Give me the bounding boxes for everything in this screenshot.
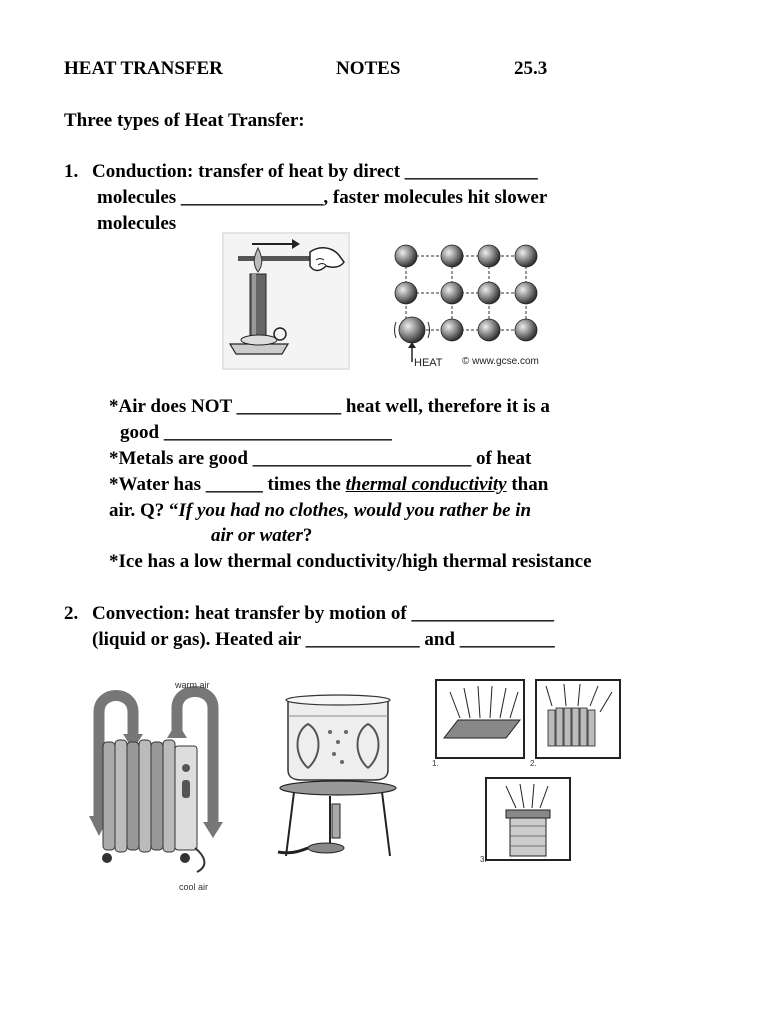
conduction-line-3: molecules bbox=[97, 213, 177, 234]
bullet-water: *Water has ______ times the thermal conductivity than bbox=[109, 474, 549, 495]
conduction-line-2: molecules _______________, faster molecules hit slower bbox=[97, 187, 548, 208]
svg-text:2.: 2. bbox=[530, 759, 537, 768]
svg-text:1.: 1. bbox=[432, 759, 439, 768]
molecule bbox=[395, 245, 417, 267]
molecule bbox=[441, 319, 463, 341]
molecule-lattice-figure bbox=[392, 236, 552, 370]
convection-line-1: Convection: heat transfer by motion of _______________ bbox=[92, 603, 554, 624]
molecule bbox=[395, 282, 417, 304]
figure-credit: © www.gcse.com bbox=[462, 356, 539, 367]
intro-text: Three types of Heat Transfer: bbox=[64, 110, 305, 131]
header-section: 25.3 bbox=[514, 58, 548, 79]
svg-text:3.: 3. bbox=[480, 855, 487, 864]
molecule bbox=[478, 245, 500, 267]
bullet-air: *Air does NOT ___________ heat well, therefore it is a bbox=[109, 396, 550, 417]
candle-rod-figure bbox=[222, 232, 350, 370]
cool-air-label: cool air bbox=[179, 882, 209, 892]
metal-rod bbox=[238, 256, 312, 261]
convection-number: 2. bbox=[64, 603, 79, 624]
bullet-question-cont: air or water? bbox=[211, 525, 313, 546]
header-notes: NOTES bbox=[336, 58, 401, 79]
bullet-question: air. Q? “If you had no clothes, would you rather be in bbox=[109, 500, 532, 521]
molecule bbox=[441, 282, 463, 304]
molecule bbox=[515, 282, 537, 304]
conduction-number: 1. bbox=[64, 161, 79, 182]
molecule bbox=[441, 245, 463, 267]
molecule bbox=[478, 319, 500, 341]
warm-air-label: warm air bbox=[175, 680, 210, 690]
bullet-air-cont: good ________________________ bbox=[120, 422, 392, 443]
header-title: HEAT TRANSFER bbox=[64, 58, 223, 79]
convection-line-2: (liquid or gas). Heated air ____________ and __________ bbox=[92, 629, 555, 650]
thermal-conductivity-term: thermal conductivity bbox=[345, 474, 507, 495]
molecule bbox=[478, 282, 500, 304]
bullet-metals: *Metals are good _______________________ of heat bbox=[109, 448, 532, 469]
conduction-line-1: Conduction: transfer of heat by direct ______________ bbox=[92, 161, 538, 182]
convection-panels-figure bbox=[430, 676, 630, 866]
heat-label: HEAT bbox=[414, 357, 443, 369]
beaker-convection-figure bbox=[268, 692, 408, 862]
bullet-ice: *Ice has a low thermal conductivity/high thermal resistance bbox=[109, 551, 592, 572]
molecule bbox=[515, 245, 537, 267]
molecule-heated bbox=[399, 317, 425, 343]
molecule bbox=[515, 319, 537, 341]
radiator-airflow-figure bbox=[85, 676, 235, 896]
panel-floor-heating bbox=[436, 680, 524, 758]
